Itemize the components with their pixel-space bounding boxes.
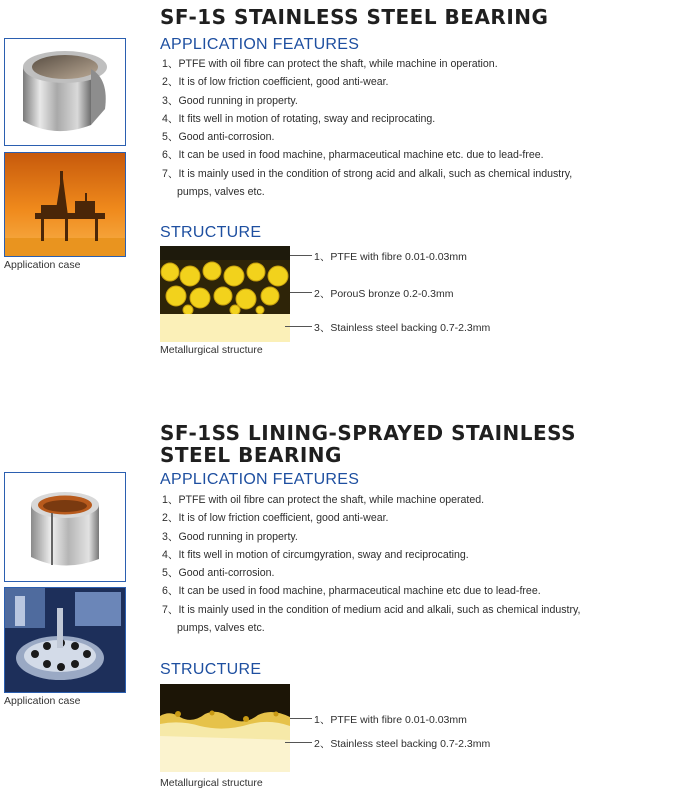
section2-title-line-2: STEEL BEARING [160, 443, 342, 467]
feature-7-line-2: pumps, valves etc. [177, 622, 265, 635]
application-photo-oil-platform [4, 152, 126, 257]
section1-features-heading: APPLICATION FEATURES [160, 36, 360, 53]
section1-title: SF-1S STAINLESS STEEL BEARING [160, 5, 549, 29]
feature-item: 5、Good anti-corrosion. [162, 567, 275, 580]
application-case-caption-1: Application case [4, 259, 81, 271]
feature-item: 3、Good running in property. [162, 530, 298, 543]
feature-7-line-1: 7、It is mainly used in the condition of medium acid and alkali, such as chemical industry, [162, 603, 581, 616]
feature-item: 1、PTFE with oil fibre can protect the shaft, while machine in operation. [162, 58, 498, 70]
bearing-photo-sf1s [4, 38, 126, 146]
callout-line [290, 255, 312, 256]
feature-item: 4、It fits well in motion of rotating, sway and reciprocating. [162, 112, 436, 125]
section2-structure-heading: STRUCTURE [160, 661, 262, 678]
feature-item: 2、It is of low friction coefficient, good anti-wear. [162, 76, 389, 89]
section2-title-line-1: SF-1SS LINING-SPRAYED STAINLESS [160, 421, 577, 445]
metallurgical-image-2 [160, 684, 290, 772]
feature-item [162, 601, 697, 638]
metallurgical-image-1 [160, 246, 290, 342]
feature-item: 3、Good running in property. [162, 94, 298, 107]
metallurgical-caption-2: Metallurgical structure [160, 777, 263, 789]
feature-item: 2、It is of low friction coefficient, good anti-wear. [162, 512, 389, 525]
callout-line [285, 326, 312, 327]
feature-7-line-2: pumps, valves etc. [177, 186, 265, 199]
section1-features-list [162, 55, 697, 201]
structure-label-bronze: 2、PorouS bronze 0.2-0.3mm [314, 288, 454, 300]
structure-label-steel: 3、Stainless steel backing 0.7-2.3mm [314, 322, 491, 334]
callout-line [290, 292, 312, 293]
application-case-caption-2: Application case [4, 695, 81, 707]
feature-item: 5、Good anti-corrosion. [162, 131, 275, 144]
section2-title [160, 422, 576, 466]
feature-item: 4、It fits well in motion of circumgyration, sway and reciprocating. [162, 548, 469, 561]
structure-label-ptfe: 1、PTFE with fibre 0.01-0.03mm [314, 714, 467, 726]
section1-structure-heading: STRUCTURE [160, 224, 262, 241]
section2-features-list [162, 491, 697, 637]
callout-line [285, 742, 312, 743]
metallurgical-caption-1: Metallurgical structure [160, 344, 263, 356]
application-photo-machinery [4, 587, 126, 693]
feature-7-line-1: 7、It is mainly used in the condition of strong acid and alkali, such as chemical industry, [162, 167, 573, 180]
bearing-photo-sf1ss [4, 472, 126, 582]
section2-features-heading: APPLICATION FEATURES [160, 471, 360, 488]
structure-label-steel: 2、Stainless steel backing 0.7-2.3mm [314, 738, 491, 750]
callout-line [290, 718, 312, 719]
feature-item: 6、It can be used in food machine, pharmaceutical machine etc. due to lead-free. [162, 149, 544, 162]
feature-item: 6、It can be used in food machine, pharmaceutical machine etc due to lead-free. [162, 585, 541, 598]
feature-item [162, 165, 697, 202]
feature-item: 1、PTFE with oil fibre can protect the shaft, while machine operated. [162, 494, 485, 506]
structure-label-ptfe: 1、PTFE with fibre 0.01-0.03mm [314, 251, 467, 263]
